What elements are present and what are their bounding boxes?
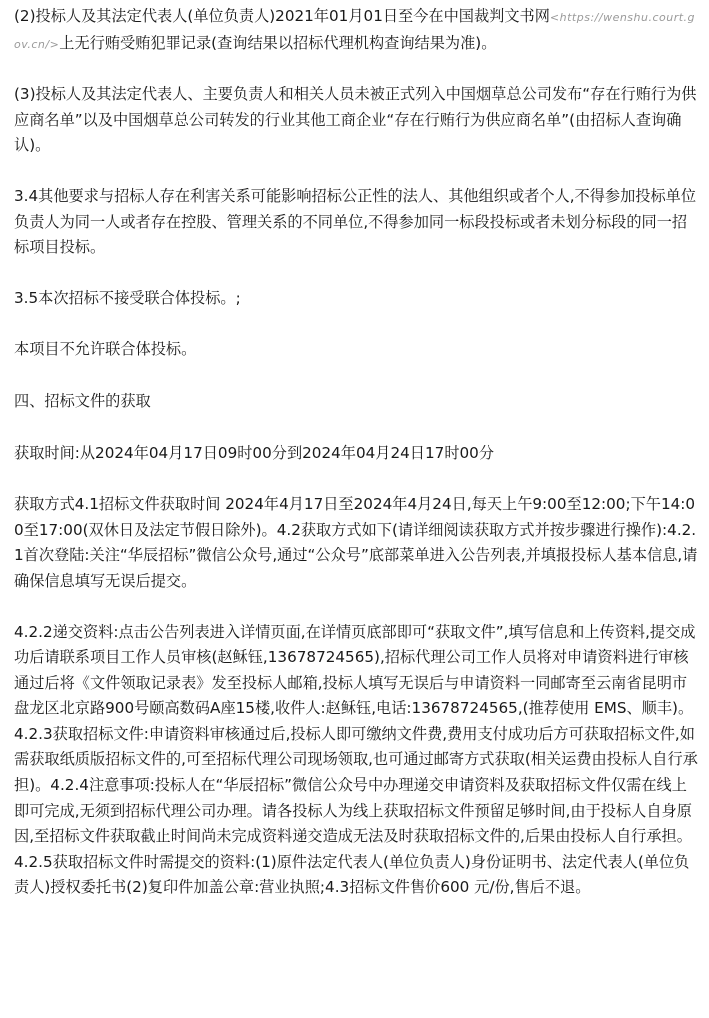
- court-record-text-start: (2)投标人及其法定代表人(单位负责人)2021年01月01日至今在中国裁判文书网: [14, 7, 550, 25]
- paragraph-submission-details: 4.2.2递交资料:点击公告列表进入详情页面,在详情页底部即可“获取文件”,填写信息和上传资料,提交成功后请联系项目工作人员审核(赵稣钰,13678724565),招标代理公司工作人员将对申请资料进行审核通过后将《文件领取记录表》发至投标人邮箱,投标人填写无误后与申请资料一同邮寄至云南省昆明市盘龙区北京路900号颐高数码A座15楼,收件人:赵稣钰,电话:13678724565,(推荐使用 EMS、顺丰)。4.2.3获取招标文件:申请资料审核通过后,投标人即可缴纳文件费,费用支付成功后方可获取招标文件,如需获取纸质版招标文件的,可至招标代理公司现场领取,也可通过邮寄方式获取(相关运费由投标人自行承担)。4.2.4注意事项:投标人在“华辰招标”微信公众号中办理递交申请资料及获取招标文件仅需在线上即可完成,无须到招标代理公司办理。请各投标人为线上获取招标文件预留足够时间,由于投标人自身原因,至招标文件获取截止时间尚未完成资料递交造成无法及时获取招标文件的,后果由投标人自行承担。4.2.5获取招标文件时需提交的资料:(1)原件法定代表人(单位负责人)身份证明书、法定代表人(单位负责人)授权委托书(2)复印件加盖公章:营业执照;4.3招标文件售价600 元/份,售后不退。: [14, 622, 698, 897]
- paragraph-bribery-list: (3)投标人及其法定代表人、主要负责人和相关人员未被正式列入中国烟草总公司发布“存在行贿行为供应商名单”以及中国烟草总公司转发的行业其他工商企业“存在行贿行为供应商名单”(由招标人查询确认)。: [14, 85, 697, 155]
- paragraph-court-record: [14, 4, 699, 57]
- court-website-url: <https://wenshu.court.gov.cn/>: [14, 11, 696, 51]
- paragraph-other-requirements: 3.4其他要求与招标人存在利害关系可能影响招标公正性的法人、其他组织或者个人,不得参加投标单位负责人为同一人或者存在控股、管理关系的不同单位,不得参加同一标段投标或者未划分标段的同一招标项目投标。: [14, 186, 697, 257]
- paragraph-no-consortium-3-5: 3.5本次招标不接受联合体投标。;: [14, 288, 241, 307]
- paragraph-obtain-method: 获取方式4.1招标文件获取时间 2024年4月17日至2024年4月24日,每天上午9:00至12:00;下午14:00至17:00(双休日及法定节假日除外)。4.2获取方式如下(请详细阅读获取方式并按步骤进行操作):4.2.1首次登陆:关注“华辰招标”微信公众号,通过“公众号”底部菜单进入公告列表,并填报投标人基本信息,请确保信息填写无误后提交。: [14, 495, 698, 590]
- section-heading-obtain-documents: 四、招标文件的获取: [14, 391, 151, 410]
- paragraph-no-consortium: 本项目不允许联合体投标。: [14, 340, 197, 359]
- paragraph-obtain-time: 获取时间:从2024年04月17日09时00分到2024年04月24日17时00分: [14, 443, 495, 462]
- court-record-text-end: 上无行贿受贿犯罪记录(查询结果以招标代理机构查询结果为准)。: [59, 33, 497, 52]
